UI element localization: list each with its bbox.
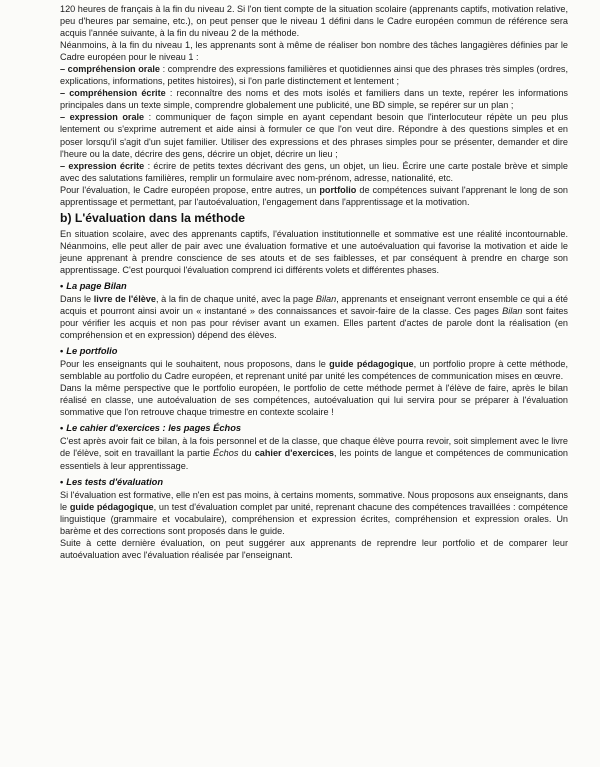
subheading-cahier: • Le cahier d'exercices : les pages Échos bbox=[60, 423, 242, 434]
portfolio-term: portfolio bbox=[319, 184, 357, 195]
subheading-bilan: • La page Bilan bbox=[60, 280, 127, 291]
section-heading: b) L'évaluation dans la méthode bbox=[60, 210, 246, 225]
section-intro-paragraph: En situation scolaire, avec des apprenants captifs, l'évaluation institutionnelle et sommative est une réalité incontournable. Néanmoins, elle peut aller de pair avec une évaluation formative et une autoévaluation qui favorise la motivation et aide le jeune apprenant à prendre conscience de ses atouts et de ses faiblesses, et par conséquent à prendre en charge son apprentissage. C'est pourquoi l'évaluation comprend ici différents volets et différentes phases. bbox=[60, 228, 568, 275]
bullet-icon: • bbox=[60, 280, 64, 291]
skill-written-comprehension bbox=[60, 87, 568, 111]
skill-oral-comprehension bbox=[60, 63, 568, 87]
bullet-icon: • bbox=[60, 346, 64, 357]
portfolio-intro-paragraph: Pour l'évaluation, le Cadre européen propose, entre autres, un portfolio de compétences suivant l'apprenant le long de son apprentissage et permettant, par l'autoévaluation, l'engagement dans l'apprentissage et la motivation. bbox=[60, 184, 569, 207]
skill-oral-expression bbox=[60, 111, 568, 159]
skill-text: : comprendre des expressions familières et quotidiennes ainsi que des phrases très simples (ordres, explications, informations, petites histoires), si l'on parle distinctement et lentement ; bbox=[60, 64, 568, 87]
skill-label: – expression orale bbox=[60, 112, 145, 123]
cahier-title: cahier d'exercices bbox=[254, 448, 334, 459]
intro-paragraph-2: Néanmoins, à la fin du niveau 1, les apprenants sont à même de réaliser bon nombre des tâches langagières définies par le Cadre européen pour le niveau 1 : bbox=[60, 40, 568, 63]
subheading-tests: • Les tests d'évaluation bbox=[60, 476, 164, 487]
tests-paragraph: Si l'évaluation est formative, elle n'en est pas moins, à certains moments, sommative. Nous proposons aux enseignants, dans le guide pédagogique, un test d'évaluation complet par unité, reprenant chacune des compétences travaillées : compétence linguistique (grammaire et vocabulaire), compréhension et expression écrites, compréhension et expression orales. Un barème et des corrections sont proposés dans le guide. bbox=[60, 489, 568, 536]
portfolio-paragraph-2: Dans la même perspective que le portfolio européen, le portfolio de cette méthode permet à l'élève de faire, après le bilan réalisé en classe, une autoévaluation de ses compétences, autoévaluation qui lui servira pour se préparer à l'évaluation sommative que l'on retrouve chaque trimestre en contexte scolaire ! bbox=[60, 383, 568, 418]
skill-label: – expression écrite bbox=[60, 160, 145, 171]
subheading-portfolio: • Le portfolio bbox=[60, 346, 118, 357]
tests-paragraph-2: Suite à cette dernière évaluation, on peut suggérer aux apprenants de reprendre leur portfolio et de comparer leur autoévaluation avec l'évaluation réalisée par l'enseignant. bbox=[60, 537, 568, 560]
portfolio-paragraph: Pour les enseignants qui le souhaitent, nous proposons, dans le guide pédagogique, un portfolio propre à cette méthode, semblable au portfolio du Cadre européen, et reprenant unité par unité les compétences de communication mises en œuvre. bbox=[60, 359, 568, 382]
intro-paragraph: 120 heures de français à la fin du niveau 2. Si l'on tient compte de la situation scolaire (apprenants captifs, motivation relative, peu d'heures par semaine, etc.), on peut penser que le niveau 1 défini dans le Cadre européen commun de référence sera acquis l'année suivante, à la fin du niveau 2 de la méthode. bbox=[60, 4, 568, 39]
bilan-paragraph: Dans le livre de l'élève, à la fin de chaque unité, avec la page Bilan, apprenants et enseignant verront ensemble ce qui a été acquis et pourront ainsi avoir un « instantané » des connaissances et savoir-faire de la classe. Ces pages Bilan sont faites pour vérifier les acquis et non pas pour réviser avant un examen. Elles partent d'actes de parole dont la réalisation (en compréhension et en expression) dépend des élèves. bbox=[60, 293, 569, 341]
skill-text: : communiquer de façon simple en ayant cependant besoin que l'interlocuteur répète un peu plus lentement ou s'exprime autrement et aide ainsi à formuler ce que l'on veut dire. Répondre à des questions simples et en poser lorsqu'il s'agit d'un sujet familier. Utiliser des expressions et des phrases simples pour se présenter, demander et dire l'heure ou la date, décrire des gens, décrire un objet, décrire un lieu ; bbox=[60, 112, 568, 159]
book-title: livre de l'élève bbox=[93, 293, 156, 304]
skill-written-expression bbox=[60, 160, 568, 184]
guide-title: guide pédagogique bbox=[329, 359, 414, 370]
document-body bbox=[60, 3, 568, 561]
bullet-icon: • bbox=[60, 423, 64, 434]
bullet-icon: • bbox=[60, 476, 64, 487]
skill-label: – compréhension écrite bbox=[60, 88, 166, 99]
skill-label: – compréhension orale bbox=[60, 64, 160, 75]
skill-text: : reconnaître des noms et des mots isolés et familiers dans un texte, repérer les informations principales dans un texte simple, comprendre globalement une publicité, une BD simple, se repérer sur un plan ; bbox=[60, 88, 568, 111]
cahier-paragraph: C'est après avoir fait ce bilan, à la fois personnel et de la classe, que chaque élève pourra revoir, soit simplement avec le livre de l'élève, soit en travaillant la partie Échos du cahier d'exercices, les points de langue et compétences de communication essentiels à leur apprentissage. bbox=[60, 436, 568, 471]
guide-title: guide pédagogique bbox=[69, 501, 154, 512]
skill-text: : écrire de petits textes décrivant des gens, un objet, un lieu. Écrire une carte postale brève et simple avec des salutations familières, remplir un formulaire avec nom-prénom, adresse, nationalité, etc. bbox=[60, 160, 568, 183]
